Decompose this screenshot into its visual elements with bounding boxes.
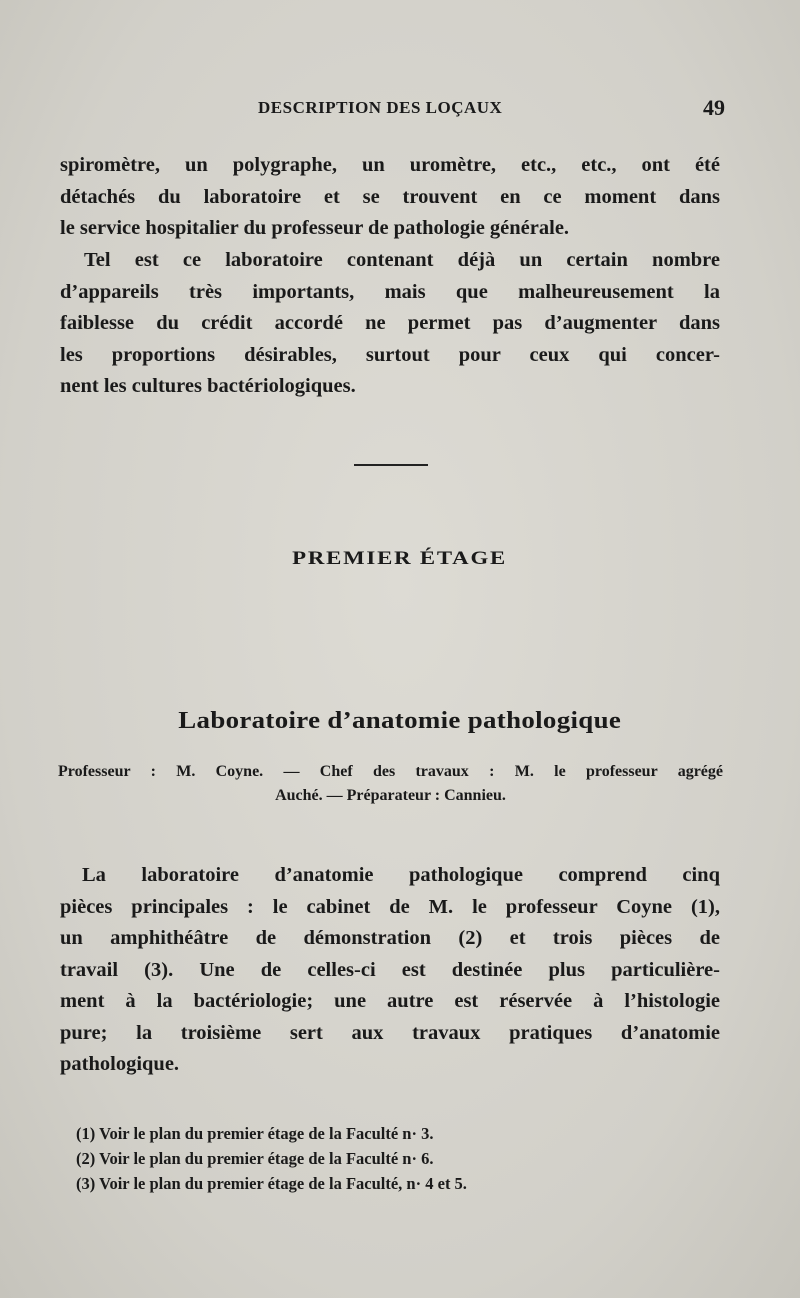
paragraph-line: un amphithéâtre de démonstration (2) et trois pièces de: [60, 927, 720, 949]
running-title: DESCRIPTION DES LOÇAUX: [258, 98, 503, 117]
paragraph-2: [60, 245, 720, 403]
paragraph-line: Tel est ce laboratoire contenant déjà un certain nombre: [84, 249, 720, 271]
paragraph-line: le service hospitalier du professeur de pathologie générale.: [60, 217, 570, 239]
paragraph-line: travail (3). Une de celles-ci est destinée plus particulière-: [60, 958, 720, 981]
footnote: (3) Voir le plan du premier étage de la Faculté, n· 4 et 5.: [76, 1174, 467, 1193]
page-header: [60, 95, 725, 128]
footnotes: [76, 1121, 467, 1196]
paragraph-line: La laboratoire d’anatomie pathologique comprend cinq: [82, 864, 720, 886]
footnote: (2) Voir le plan du premier étage de la Faculté n· 6.: [76, 1149, 434, 1168]
page-number: 49: [703, 95, 725, 120]
section-title: [0, 548, 800, 570]
paragraph-line: détachés du laboratoire et se trouvent en ce moment dans: [60, 185, 720, 208]
section-title-text: PREMIER ÉTAGE: [292, 548, 508, 569]
paragraph-line: spiromètre, un polygraphe, un uromètre, etc., etc., ont été: [60, 154, 720, 176]
paragraph-1: [60, 150, 720, 245]
staff-line-1: Professeur : M. Coyne. — Chef des travaux : M. le professeur agrégé: [58, 763, 723, 780]
paragraph-line: ment à la bactériologie; une autre est réservée à l’histologie: [60, 990, 720, 1012]
section-divider: [354, 464, 428, 466]
laboratory-title: [0, 708, 800, 735]
paragraph-line: d’appareils très importants, mais que malheureusement la: [60, 280, 720, 303]
laboratory-title-text: Laboratoire d’anatomie pathologique: [178, 708, 622, 734]
paragraph-line: pièces principales : le cabinet de M. le professeur Coyne (1),: [60, 895, 720, 918]
paragraph-line: faiblesse du crédit accordé ne permet pas d’augmenter dans: [60, 312, 720, 334]
paragraph-line: nent les cultures bactériologiques.: [60, 375, 356, 397]
staff-line-2: Auché. — Préparateur : Cannieu.: [275, 787, 506, 804]
paragraph-line: pure; la troisième sert aux travaux pratiques d’anatomie: [60, 1021, 720, 1044]
paragraph-line: les proportions désirables, surtout pour ceux qui concer-: [60, 343, 720, 366]
paragraph-line: pathologique.: [60, 1053, 180, 1075]
staff-list: [58, 760, 723, 808]
footnote: (1) Voir le plan du premier étage de la Faculté n· 3.: [76, 1124, 434, 1143]
paragraph-3: [60, 860, 720, 1081]
